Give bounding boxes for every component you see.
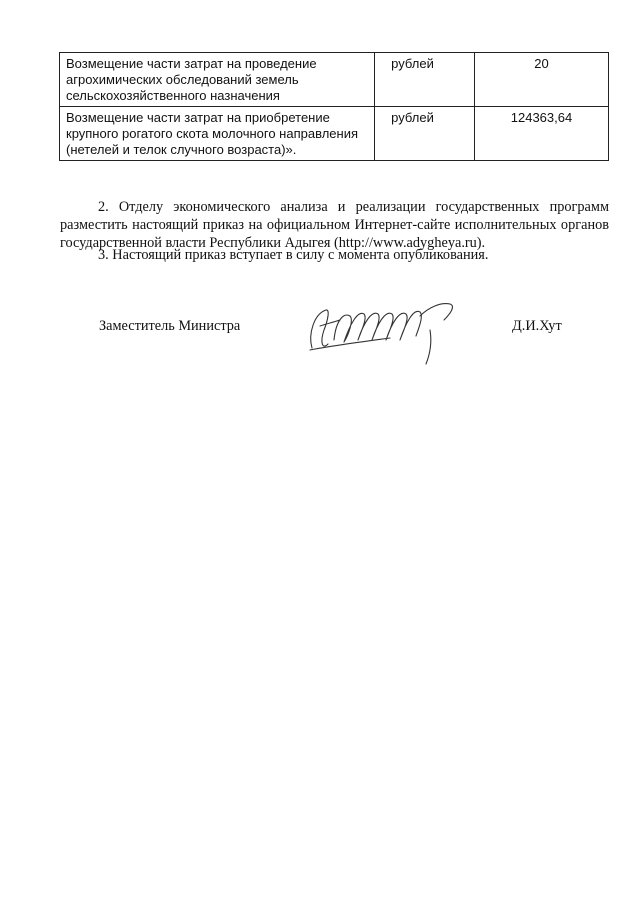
row-unit: рублей bbox=[375, 53, 475, 107]
expenses-table bbox=[59, 52, 609, 161]
paragraph-3-effective-date: 3. Настоящий приказ вступает в силу с момента опубликования. bbox=[98, 247, 489, 263]
paragraph-2-publication: 2. Отделу экономического анализа и реализации государственных программ разместить настоящий приказ на официальном Интернет-сайте исполнительных органов государственной власти Республики Адыгея (http://www.adygheya.ru). bbox=[60, 199, 609, 251]
row-description: Возмещение части затрат на приобретение крупного рогатого скота молочного направления (нетелей и телок случного возраста)». bbox=[60, 107, 375, 161]
row-description: Возмещение части затрат на проведение агрохимических обследований земель сельскохозяйственного назначения bbox=[60, 53, 375, 107]
row-value: 124363,64 bbox=[475, 107, 609, 161]
row-value: 20 bbox=[475, 53, 609, 107]
signatory-position: Заместитель Министра bbox=[99, 318, 241, 334]
row-unit: рублей bbox=[375, 107, 475, 161]
table-row bbox=[60, 53, 609, 107]
handwritten-signature bbox=[300, 290, 470, 370]
signatory-name: Д.И.Хут bbox=[512, 318, 562, 334]
table-row bbox=[60, 107, 609, 161]
